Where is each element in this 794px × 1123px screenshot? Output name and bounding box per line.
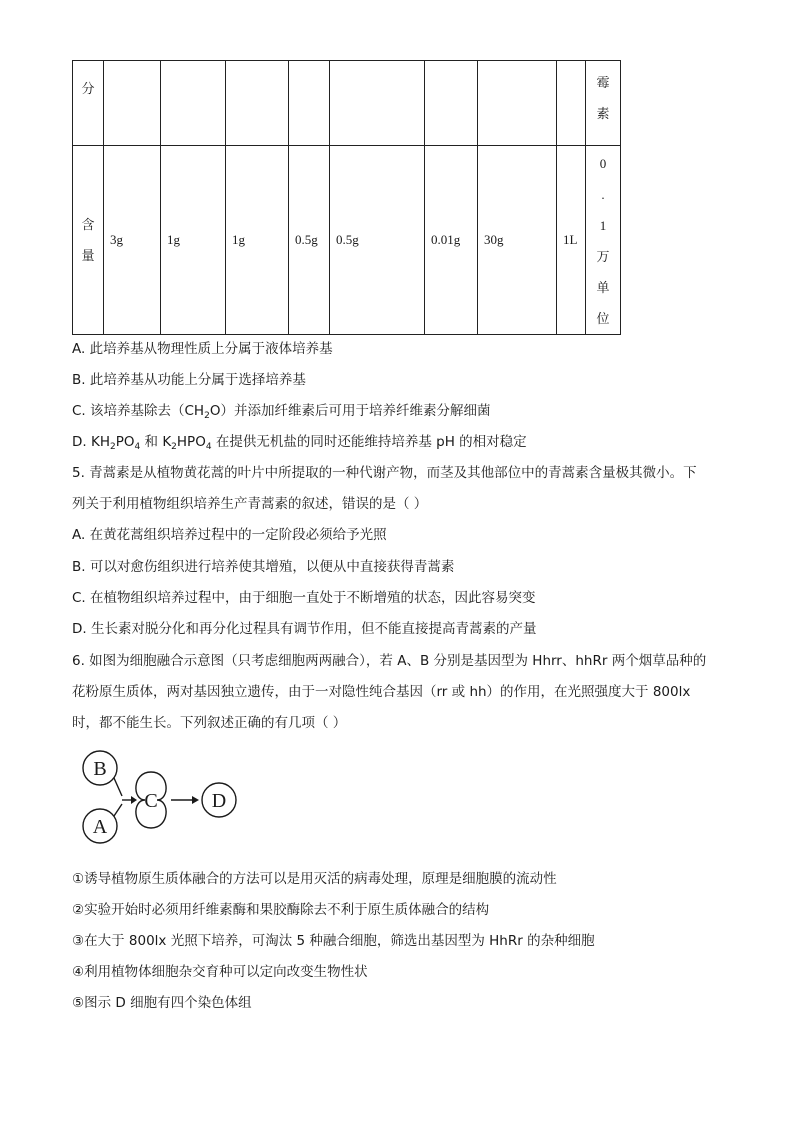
table-row (73, 61, 621, 146)
table-cell-amount: 1g (161, 146, 226, 335)
option-a: A. 此培养基从物理性质上分属于液体培养基 (72, 341, 333, 357)
label-char: 万 (596, 249, 610, 264)
q5-option-c: C. 在植物组织培养过程中，由于细胞一直处于不断增殖的状态，因此容易突变 (72, 590, 536, 606)
question-6-stem-cont: 花粉原生质体，两对基因独立遗传，由于一对隐性纯合基因（rr 或 hh）的作用，在光照强度大于 800lx (72, 684, 691, 700)
table-cell-amount: 1L (557, 146, 586, 335)
table-cell-amount: 0.5g (330, 146, 425, 335)
label-char: . (601, 187, 605, 202)
label-char: 含 (81, 217, 95, 232)
arrow-head (192, 796, 199, 804)
connector-line (114, 804, 122, 816)
statement-4: ④利用植物体细胞杂交育种可以定向改变生物性状 (72, 964, 368, 980)
table-cell-label (73, 61, 104, 146)
label-char: 位 (596, 311, 610, 326)
option-b: B. 此培养基从功能上分属于选择培养基 (72, 372, 306, 388)
table-cell-amount: 1g (226, 146, 289, 335)
table-cell-amount: 30g (478, 146, 557, 335)
subscript: 2 (171, 442, 177, 452)
q5-option-d: D. 生长素对脱分化和再分化过程具有调节作用，但不能直接提高青蒿素的产量 (72, 621, 537, 637)
option-text: PO (115, 434, 135, 450)
option-text: 和 K (140, 434, 172, 450)
label-char: 霉 (596, 75, 610, 90)
label-d: D (211, 790, 227, 812)
label-char: 单 (596, 280, 610, 295)
question-5-stem: 5. 青蒿素是从植物黄花蒿的叶片中所提取的一种代谢产物，而茎及其他部位中的青蒿素含量极其微小。下 (72, 465, 697, 481)
label-c: C (144, 790, 158, 812)
table-cell (226, 61, 289, 146)
table-cell-amount (586, 146, 621, 335)
label-char: 1 (599, 218, 607, 233)
table-cell (289, 61, 330, 146)
table-cell-label (586, 61, 621, 146)
subscript: 4 (205, 442, 212, 452)
medium-composition-table (72, 60, 621, 335)
table-cell-amount: 0.01g (425, 146, 478, 335)
statement-5: ⑤图示 D 细胞有四个染色体组 (72, 995, 252, 1011)
subscript: 4 (134, 442, 141, 452)
label-char: 分 (81, 81, 95, 96)
table-cell (330, 61, 425, 146)
table-cell (104, 61, 161, 146)
table-cell-amount: 3g (104, 146, 161, 335)
subscript: 2 (109, 442, 116, 452)
table-cell-label (73, 146, 104, 335)
table-cell (161, 61, 226, 146)
connector-line (114, 778, 122, 796)
option-text: 在提供无机盐的同时还能维持培养基 pH 的相对稳定 (211, 434, 527, 450)
option-text: HPO (176, 434, 206, 450)
label-b: B (93, 758, 107, 780)
question-6-stem: 6. 如图为细胞融合示意图（只考虑细胞两两融合），若 A、B 分别是基因型为 Hhrr、hhRr 两个烟草品种的 (72, 653, 707, 669)
table-cell-amount: 0.5g (289, 146, 330, 335)
option-text: O）并添加纤维素后可用于培养纤维素分解细菌 (209, 403, 491, 419)
statement-2: ②实验开始时必须用纤维素酶和果胶酶除去不利于原生质体融合的结构 (72, 902, 490, 918)
option-d (72, 432, 527, 457)
q5-option-a: A. 在黄花蒿组织培养过程中的一定阶段必须给予光照 (72, 527, 387, 543)
arrow-head (131, 796, 137, 804)
label-char: 量 (81, 248, 95, 263)
table-cell (557, 61, 586, 146)
cell-fusion-diagram (74, 750, 244, 850)
statement-3: ③在大于 800lx 光照下培养，可淘汰 5 种融合细胞，筛选出基因型为 HhRr 的杂种细胞 (72, 933, 595, 949)
label-char: 0 (599, 156, 607, 171)
label-char: 素 (596, 106, 610, 121)
option-text: C. 该培养基除去（CH (72, 403, 205, 419)
option-c (72, 401, 490, 426)
table-row (73, 146, 621, 335)
label-a: A (92, 816, 108, 838)
q5-option-b: B. 可以对愈伤组织进行培养使其增殖，以便从中直接获得青蒿素 (72, 559, 455, 575)
statement-1: ①诱导植物原生质体融合的方法可以是用灭活的病毒处理，原理是细胞膜的流动性 (72, 871, 557, 887)
subscript: 2 (204, 411, 210, 421)
question-6-stem-end: 时，都不能生长。下列叙述正确的有几项（ ） (72, 715, 347, 731)
question-5-stem-cont: 列关于利用植物组织培养生产青蒿素的叙述，错误的是（ ） (72, 496, 428, 512)
table-cell (478, 61, 557, 146)
table-cell (425, 61, 478, 146)
option-text: D. KH (72, 434, 110, 450)
